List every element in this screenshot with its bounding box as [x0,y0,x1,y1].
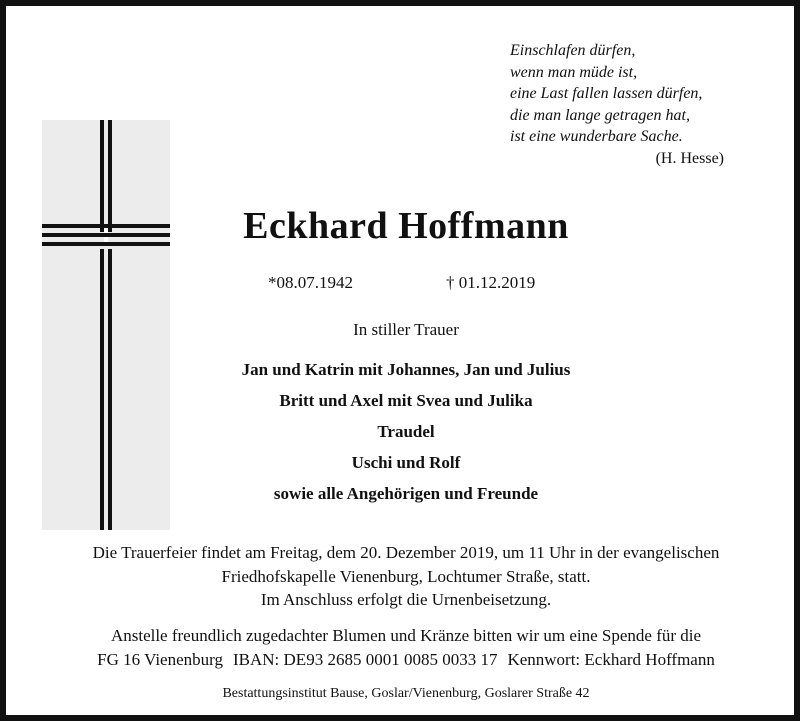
donation-iban: IBAN: DE93 2685 0001 0085 0033 17 [233,649,498,669]
family-member-line: Traudel [377,422,435,441]
donation-recipient: FG 16 Vienenburg [97,649,223,669]
poem-line: ist eine wunderbare Sache. [510,128,683,145]
ceremony-info [26,541,786,612]
donation-info [26,624,786,671]
family-member-line: Jan und Katrin mit Johannes, Jan und Julius [241,360,571,379]
death-date: † 01.12.2019 [446,273,536,292]
ceremony-line: Die Trauerfeier findet am Freitag, dem 20. Dezember 2019, um 11 Uhr in der evangelischen [92,543,720,562]
poem-line: Einschlafen dürfen, [510,42,636,59]
donation-details [26,648,786,672]
funeral-home: Bestattungsinstitut Bause, Goslar/Vienenburg, Goslarer Straße 42 [222,686,590,701]
poem-line: die man lange getragen hat, [510,106,690,124]
ceremony-line: Friedhofskapelle Vienenburg, Lochtumer Straße, statt. [221,566,591,586]
family-member-line: sowie alle Angehörigen und Freunde [273,484,539,503]
cross-panel [42,120,170,530]
poem-quote [510,40,750,169]
donation-keyword: Kennwort: Eckhard Hoffmann [507,649,715,669]
family-list [206,354,606,509]
family-member-line: Uschi und Rolf [351,453,461,472]
poem-line: eine Last fallen lassen dürfen, [510,85,703,102]
deceased-name [6,204,800,248]
deceased-name-text: Eckhard Hoffmann [243,205,569,247]
cross-icon [42,120,170,530]
mourning-intro: In stiller Trauer [353,320,459,339]
donation-request: Anstelle freundlich zugedachter Blumen und Kränze bitten wir um eine Spende für die [110,626,702,645]
ceremony-line: Im Anschluss erfolgt die Urnenbeisetzung. [260,590,552,609]
poem-line: wenn man müde ist, [510,63,638,81]
family-member-line: Britt und Axel mit Svea und Julika [279,391,533,410]
birth-date: *08.07.1942 [268,273,353,292]
poem-author: (H. Hesse) [655,149,724,167]
